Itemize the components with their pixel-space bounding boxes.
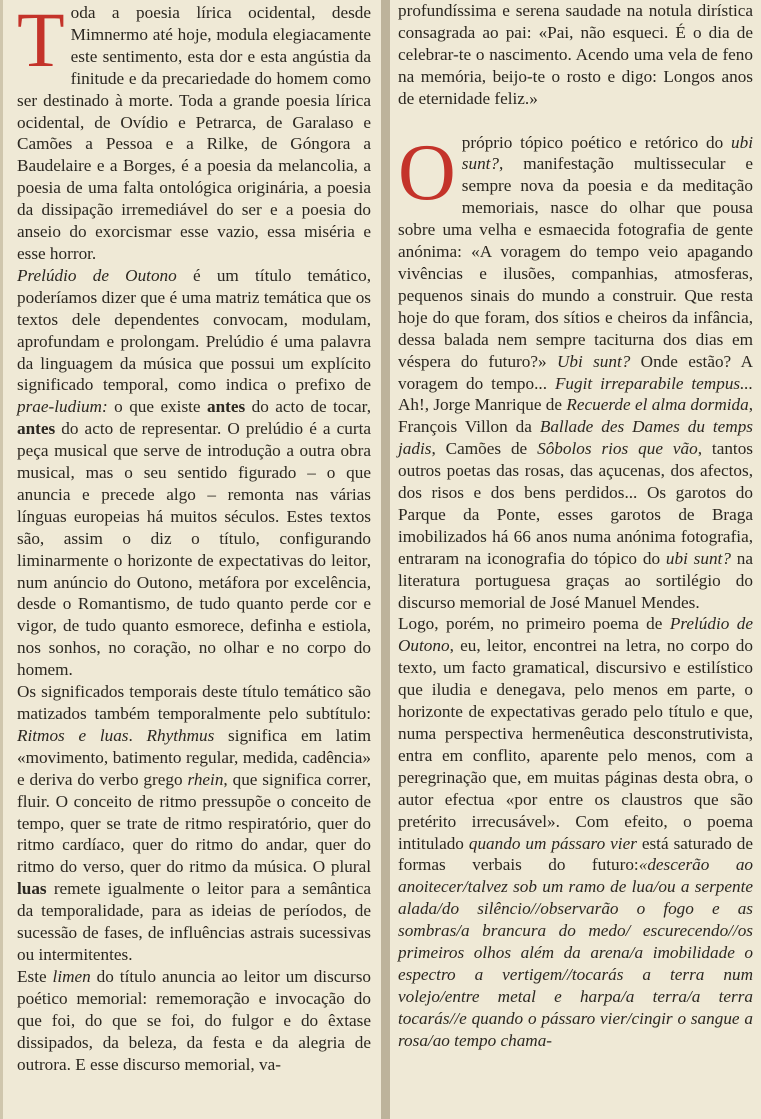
paragraph-significados: Os significados temporais deste título temático são matizados também temporalmente pelo subtítulo: Ritmos e luas. Rhythmus significa em latim «movimento, batimento regular, medida, cadência» e deriva do verbo grego rhein, que significa correr, fluir. O conceito de ritmo pressupõe o conceito de tempo, quer se trate de ritmo respiratório, quer do ritmo cardíaco, quer do ritmo do andar, quer do ritmo do verso, quer do ritmo da música. O plural luas remete igualmente o leitor para a semântica da temporalidade, para as ideias de períodos, de sucessão de fases, de influências astrais sucessivas ou intermitentes. [17, 682, 371, 964]
paragraph-limen: Este limen do título anuncia ao leitor um discurso poético memorial: rememoração e invocação do que foi, do que se foi, do fulgor e do êxtase dissipados, da beleza, da festa e da alegria de outrora. E esse discurso memorial, va- [17, 966, 371, 1074]
drop-cap-t: T [17, 0, 65, 83]
paragraph-intro: Toda a poesia lírica ocidental, desde Mimnermo até hoje, modula elegiacamente este sentimento, esta dor e esta angústia da finitude e da precariedade do homem como ser destinado à morte. Toda a grande poesia lírica ocidental, de Ovídio e Petrarca, de Garalaso e Camões a Pessoa e a Rilke, de Góngora a Baudelaire e a Borges, é a poesia da melancolia, a poesia de uma falta ontológica originária, a poesia da dissipação irremediável do ser e a poesia do anseio do exorcismar esse vazio, essa miséria e esse horror. [17, 0, 371, 263]
paragraph-ubi-sunt: O próprio tópico poético e retórico do ubi sunt?, manifestação multissecular e sempre nova da poesia e da meditação memoriais, nasce do olhar que pousa sobre uma velha e esmaecida fotografia de gente anónima: «A voragem do tempo veio apagando vivências e ilusões, companhias, atmosferas, pequenos sinais do mundo a construir. Que resta hoje do que foram, dos sítios e cheiros da infância, dessa balada nem sempre taciturna dos dias em véspera do futuro?» Ubi sunt? Onde estão? A voragem do tempo... Fugit irreparabile tempus... Ah!, Jorge Manrique de Recuerde el alma dormida, François Villon da Ballade des Dames du temps jadis, Camões de Sôbolos rios que vão, tantos outros poetas das rosas, das açucenas, dos afectos, dos risos e dos bens perdidos... Os garotos do Parque da Ponte, esses garotos de Braga imobilizados há 66 anos numa anónima fotografia, entraram na iconografia do tópico do ubi sunt? na literatura portuguesa graças ao sortilégio do discurso memorial de José Manuel Mendes. [398, 128, 753, 612]
paragraph-preludio: Prelúdio de Outono é um título temático, poderíamos dizer que é uma matriz temática que os textos dele dependentes convocam, modulam, aprofundam e prolongam. Prelúdio é uma palavra da linguagem da música que possui um explícito significado temporal, como indica o prefixo de prae-ludium: o que existe antes do acto de tocar, antes do acto de representar. O prelúdio é a curta peça musical que serve de introdução a outra obra musical, mas o seu sentido figurado – o que anuncia e precede algo – remonta nas várias línguas europeias há muitos séculos. Estes textos são, assim o diz o título, configurando liminarmente o horizonte de expectativas do leitor, num anúncio do Outono, metáfora por excelência, desde o Romantismo, de tudo quanto perde cor e vigor, de tudo quanto esmorece, definha e estiola, nos sonhos, no coração, no olhar e no corpo do homem. [17, 265, 371, 680]
column-gutter [381, 0, 390, 1119]
paragraph-pai: profundíssima e serena saudade na notula dirística consagrada ao pai: «Pai, não esqueci. É o dia de celebrar-te o nascimento. Acendo uma vela de feno na memória, beijo-te o rosto e digo: Longos anos de eternidade feliz.» [398, 1, 753, 108]
paragraph-logo-porem: Logo, porém, no primeiro poema de Prelúdio de Outono, eu, leitor, encontrei na letra, no corpo do texto, um facto gramatical, discursivo e estilístico que iludia e denegava, pelo menos em parte, o horizonte de expectativas gerado pelo título e que, numa perspectiva hermenêutica desconstrutivista, entra em conflito, aparente pelo menos, com a peregrinação que, em muitas páginas desta obra, o autor efectua «por entre os claustros que são pretérito irrecusável». Com efeito, o poema intitulado quando um pássaro vier está saturado de formas verbais do futuro:«descerão ao anoitecer/talvez sob um ramo de lua/ou a serpente alada/do silêncio//observarão o fogo e as sombras/a brancura do medo/ escurecendo//os primeiros olhos além da arena/a imobilidade o espectro a vertigem//tocarás a terra num volejo/entre metal e harpa/a terra/a terra tocarás//e quando o pássaro vier/cingir o sangue a rosa/ao tempo chama- [398, 614, 754, 1050]
right-column [390, 0, 761, 1119]
drop-cap-o: O [398, 128, 456, 217]
